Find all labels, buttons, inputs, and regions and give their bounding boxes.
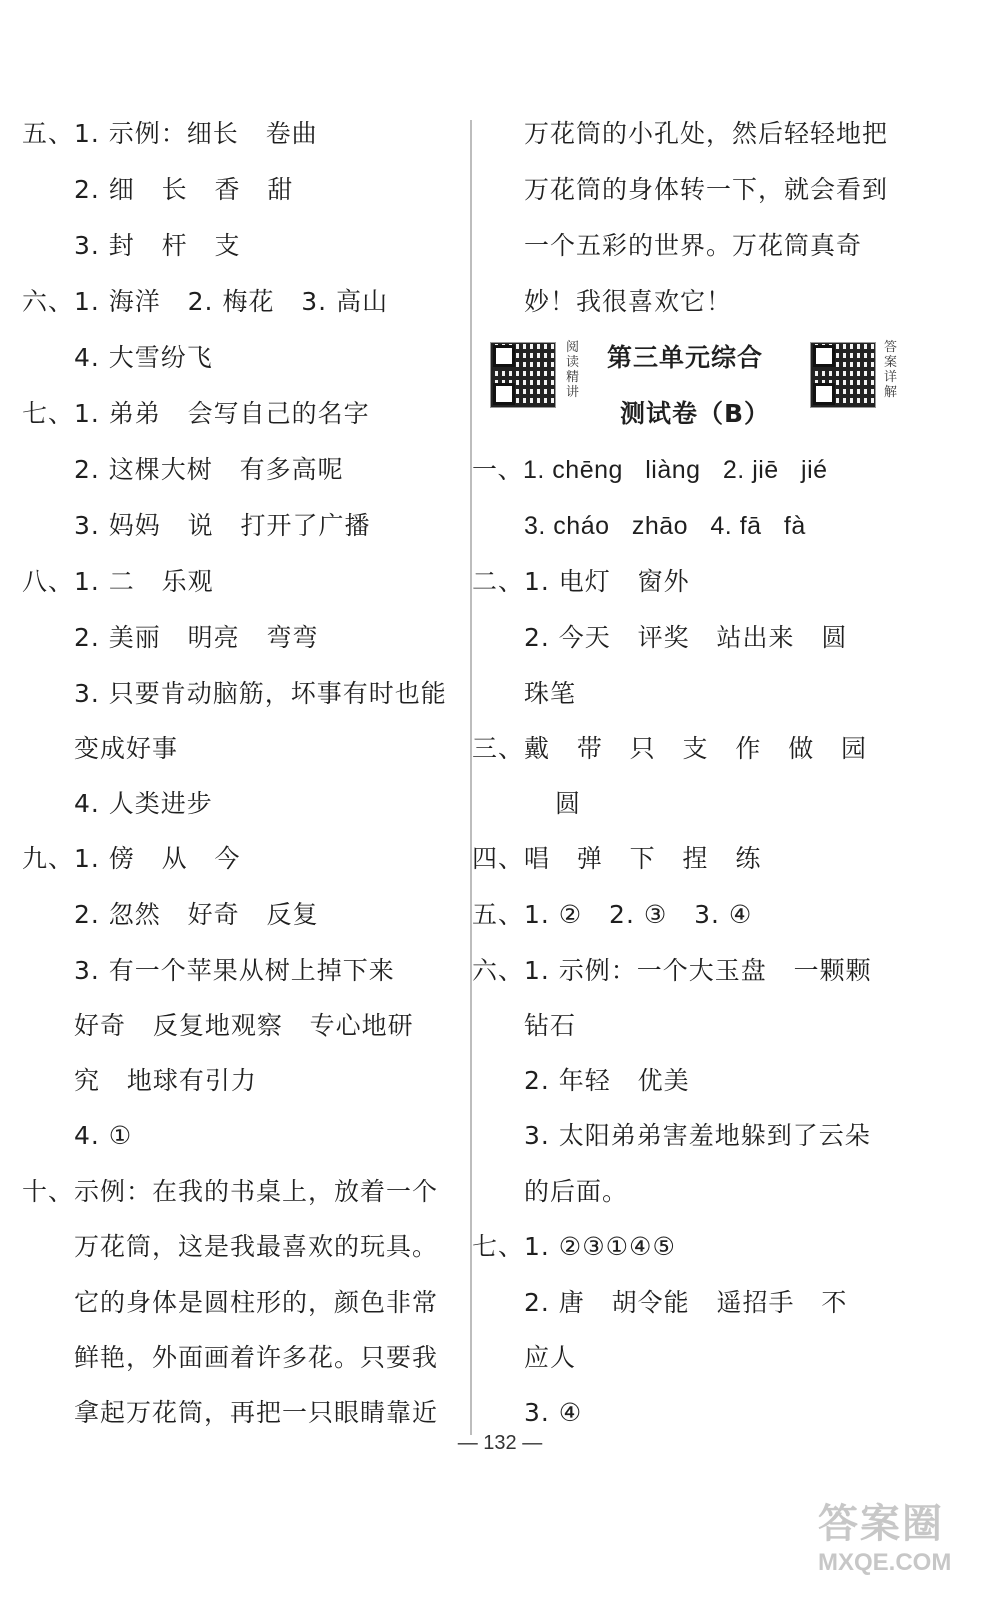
answer-line: 万花筒，这是我最喜欢的玩具。 xyxy=(74,1232,439,1261)
answer-line: 的后面。 xyxy=(524,1177,629,1206)
answer-line: 万花筒的身体转一下，就会看到 xyxy=(524,175,889,204)
answer-line: 应人 xyxy=(524,1343,577,1372)
answer-line: 六、1. 海洋 2. 梅花 3. 高山 xyxy=(22,287,389,316)
watermark-logo-text: 答案圈 xyxy=(818,1501,944,1547)
answer-line: 五、1. ② 2. ③ 3. ④ xyxy=(472,900,753,929)
answer-line: 四、唱 弹 下 捏 练 xyxy=(472,844,762,873)
answer-line: 4. 人类进步 xyxy=(74,789,213,818)
answer-line: 五、1. 示例：细长 卷曲 xyxy=(22,119,318,148)
answer-line: 4. ① xyxy=(74,1121,133,1150)
unit-subtitle: 测试卷（B） xyxy=(620,399,771,428)
answer-line: 变成好事 xyxy=(74,734,179,763)
answer-line: 2. 唐 胡令能 遥招手 不 xyxy=(524,1288,848,1317)
answer-line: 九、1. 傍 从 今 xyxy=(22,844,241,873)
answer-line: 妙！我很喜欢它！ xyxy=(524,287,733,316)
answer-line: 2. 年轻 优美 xyxy=(524,1066,690,1095)
answer-line: 3. 妈妈 说 打开了广播 xyxy=(74,511,371,540)
answer-line: 七、1. 弟弟 会写自己的名字 xyxy=(22,399,370,428)
qr-answers-tag: 答案详解 xyxy=(884,340,898,400)
answer-line: 十、示例：在我的书桌上，放着一个 xyxy=(22,1177,439,1206)
answer-line: 2. 忽然 好奇 反复 xyxy=(74,900,319,929)
answer-line: 拿起万花筒，再把一只眼睛靠近 xyxy=(74,1398,439,1427)
site-watermark xyxy=(818,1500,978,1590)
answer-line: 4. 大雪纷飞 xyxy=(74,343,213,372)
answer-line: 2. 美丽 明亮 弯弯 xyxy=(74,623,319,652)
answer-line: 2. 细 长 香 甜 xyxy=(74,175,294,204)
answer-line: 究 地球有引力 xyxy=(74,1066,257,1095)
answer-line: 3. 封 杆 支 xyxy=(74,231,241,260)
answer-line: 八、1. 二 乐观 xyxy=(22,567,214,596)
answer-line: 六、1. 示例：一个大玉盘 一颗颗 xyxy=(472,956,872,985)
qr-code-answers[interactable] xyxy=(810,342,876,408)
answer-line: 三、戴 带 只 支 作 做 园 xyxy=(472,734,868,763)
answer-line: 一、1. chēng liàng 2. jiē jié xyxy=(472,456,828,484)
answer-line: 一个五彩的世界。万花筒真奇 xyxy=(524,231,863,260)
answer-line: 3. 只要肯动脑筋，坏事有时也能 xyxy=(74,679,447,708)
answer-line: 3. 有一个苹果从树上掉下来 xyxy=(74,956,395,985)
qr-reading-tag: 阅读精讲 xyxy=(566,340,580,400)
answer-line: 二、1. 电灯 窗外 xyxy=(472,567,690,596)
answer-line: 钻石 xyxy=(524,1011,577,1040)
answer-line: 圆 xyxy=(555,789,582,818)
qr-code-reading[interactable] xyxy=(490,342,556,408)
answer-line: 2. 这棵大树 有多高呢 xyxy=(74,455,344,484)
answer-line: 3. ④ xyxy=(524,1398,583,1427)
answer-line: 3. cháo zhāo 4. fā fà xyxy=(524,512,806,540)
page-number: — 132 — xyxy=(457,1432,543,1454)
answer-line: 万花筒的小孔处，然后轻轻地把 xyxy=(524,119,889,148)
answer-line: 鲜艳，外面画着许多花。只要我 xyxy=(74,1343,439,1372)
unit-title: 第三单元综合 xyxy=(607,343,764,372)
answer-line: 七、1. ②③①④⑤ xyxy=(472,1232,676,1261)
answer-line: 珠笔 xyxy=(524,679,577,708)
answer-line: 3. 太阳弟弟害羞地躲到了云朵 xyxy=(524,1121,871,1150)
answer-line: 好奇 反复地观察 专心地研 xyxy=(74,1011,414,1040)
watermark-url: MXQE.COM xyxy=(818,1549,952,1576)
answer-line: 它的身体是圆柱形的，颜色非常 xyxy=(74,1288,439,1317)
answer-line: 2. 今天 评奖 站出来 圆 xyxy=(524,623,848,652)
